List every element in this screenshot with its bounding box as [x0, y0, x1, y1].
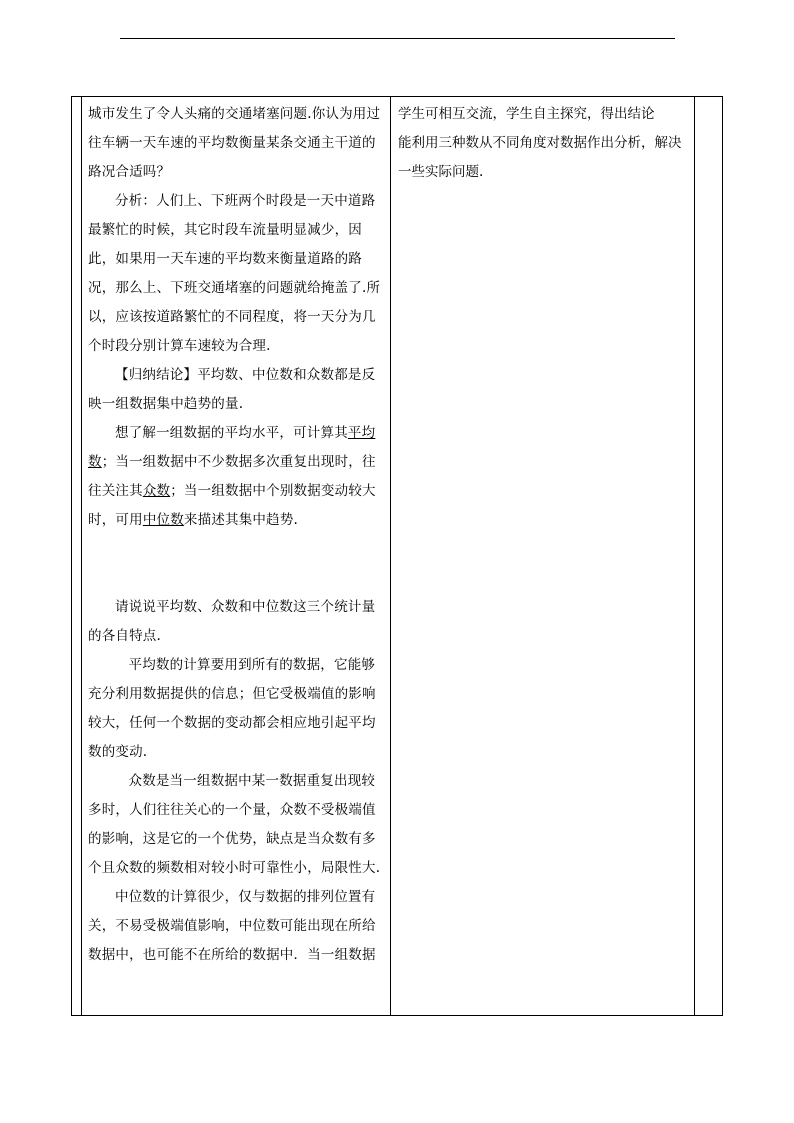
- mean-feature-paragraph: 平均数的计算要用到所有的数据，它能够充分利用数据提供的信息；但它受极端值的影响较大，任何一个数据的变动都会相应地引起平均数的变动.: [88, 657, 376, 760]
- left-margin-column: [72, 97, 82, 1015]
- student-activity-line: 学生可相互交流，学生自主探究，得出结论: [398, 106, 655, 122]
- usage-text-3: ；当一组数据中个别数据变动较大时，可用: [88, 483, 376, 528]
- discussion-prompt: 请说说平均数、众数和中位数这三个统计量的各自特点.: [88, 599, 376, 644]
- teaching-content-column: [82, 97, 391, 1015]
- usage-text-4: 来描述其集中趋势.: [183, 512, 299, 528]
- conclusion-paragraph: 【归纳结论】平均数、中位数和众数都是反映一组数据集中趋势的量.: [88, 367, 376, 412]
- lesson-table: [71, 96, 723, 1016]
- usage-paragraph: [88, 419, 388, 535]
- usage-text-1: 想了解一组数据的平均水平，可计算其: [115, 425, 348, 441]
- question-paragraph: 城市发生了令人头痛的交通堵塞问题.你认为用过往车辆一天车速的平均数衡量某条交通主干道的路况合适吗？: [88, 106, 381, 180]
- answer-mode: 众数: [142, 483, 171, 499]
- header-rule: [120, 38, 675, 39]
- student-activity-text: [398, 100, 690, 187]
- answer-median: 中位数: [142, 512, 184, 528]
- median-feature-paragraph: 中位数的计算很少，仅与数据的排列位置有关，不易受极端值影响，中位数可能出现在所给数据中，也可能不在所给的数据中．当一组数据: [88, 889, 376, 963]
- usage-text-2: ；当一组数据中不少数据多次重复出现时，往往关注其: [88, 454, 376, 499]
- mode-feature-paragraph: 众数是当一组数据中某一数据重复出现较多时，人们往往关心的一个量，众数不受极端值的影响，这是它的一个优势，缺点是当众数有多个且众数的频数相对较小时可靠性小，局限性大.: [88, 773, 381, 876]
- spacer: [88, 535, 388, 593]
- analysis-paragraph: 分析：人们上、下班两个时段是一天中道路最繁忙的时候，其它时段车流量明显减少，因此，如果用一天车速的平均数来衡量道路的路况，那么上、下班交通堵塞的问题就给掩盖了.所以，应该按道路繁忙的不同程度，将一天分为几个时段分别计算车速较为合理.: [88, 193, 381, 354]
- design-intent-line: 能利用三种数从不同角度对数据作出分析，解决一些实际问题.: [398, 135, 682, 180]
- student-activity-column: [391, 97, 695, 1015]
- right-narrow-column: [695, 97, 722, 1015]
- answer-mean: 平均数: [88, 425, 376, 470]
- teaching-content-text: [88, 100, 388, 970]
